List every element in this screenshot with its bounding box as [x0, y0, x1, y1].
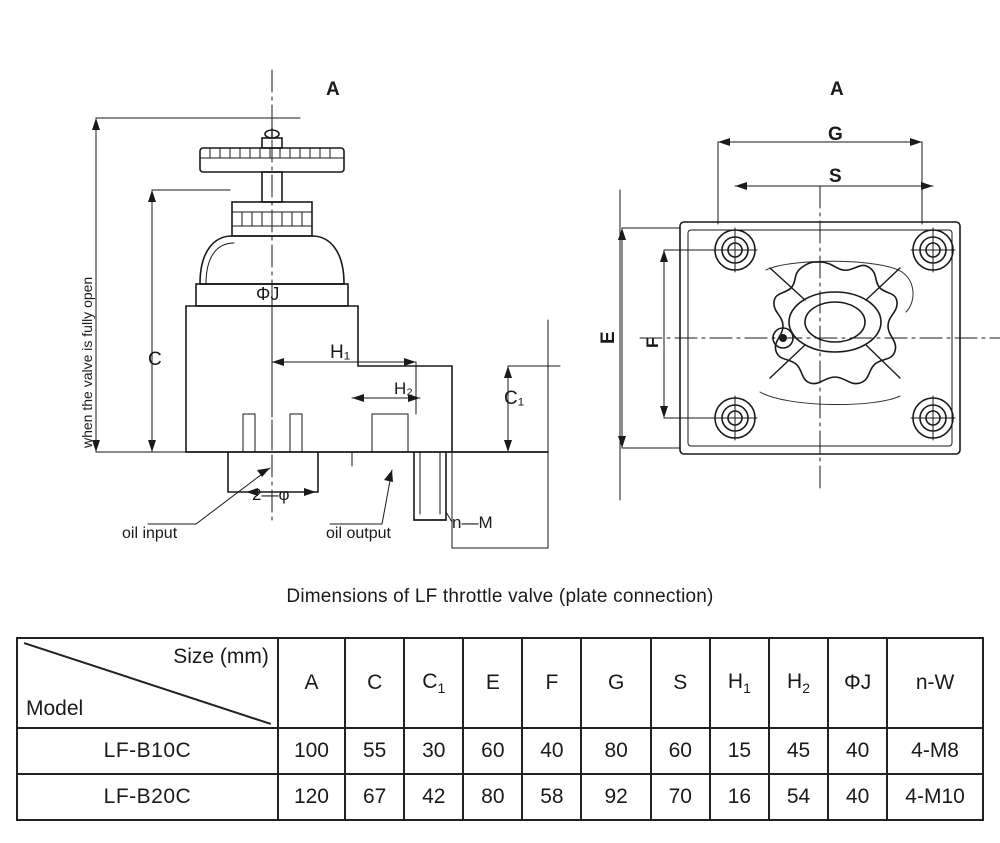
- col-header-a: [278, 638, 345, 728]
- model-name: LF-B10C: [17, 728, 278, 774]
- cell-value: 100: [278, 728, 345, 774]
- dim-e-label: E: [598, 331, 619, 344]
- table-header-row: [17, 638, 983, 728]
- cell-value: 45: [769, 728, 828, 774]
- dim-c1-label: C₁: [504, 388, 525, 409]
- cell-value: 120: [278, 774, 345, 820]
- col-header-phi-j: [828, 638, 887, 728]
- cell-value: 58: [522, 774, 581, 820]
- dim-2-phi-label: 2—φ: [252, 485, 290, 504]
- col-header-h2: [769, 638, 828, 728]
- col-label: H: [727, 669, 744, 693]
- dim-f-label: F: [643, 337, 662, 348]
- cell-value: 40: [522, 728, 581, 774]
- top-view-group: [618, 138, 1000, 500]
- dimensions-table-wrap: [16, 637, 984, 821]
- col-label: A: [304, 671, 319, 694]
- col-label: C: [422, 669, 438, 693]
- col-label: E: [485, 671, 500, 694]
- col-label: H: [787, 669, 803, 693]
- cell-value: 70: [651, 774, 710, 820]
- cell-value: 4-M10: [887, 774, 983, 820]
- cell-value: 55: [345, 728, 404, 774]
- cell-value: 60: [463, 728, 522, 774]
- cell-value: 40: [828, 728, 887, 774]
- col-label: F: [545, 671, 559, 694]
- table-row: [17, 728, 983, 774]
- model-header-label: Model: [26, 697, 84, 720]
- oil-input-label: oil input: [122, 525, 178, 542]
- dim-g-label: G: [828, 124, 843, 145]
- model-name: LF-B20C: [17, 774, 278, 820]
- col-label-sub: 1: [743, 680, 751, 697]
- cell-value: 67: [345, 774, 404, 820]
- col-label-sub: 2: [802, 680, 810, 697]
- col-label: S: [673, 671, 688, 694]
- col-label-sub: 1: [437, 680, 446, 697]
- cell-value: 42: [404, 774, 463, 820]
- col-header-g: [581, 638, 650, 728]
- cell-value: 54: [769, 774, 828, 820]
- col-header-c: [345, 638, 404, 728]
- dim-n-m-label: n—M: [452, 513, 493, 532]
- dim-phi-j-label: ΦJ: [256, 284, 280, 304]
- front-view-section-label: A: [326, 79, 340, 100]
- col-header-n-w: [887, 638, 983, 728]
- table-corner-header: [17, 638, 278, 728]
- figure-caption: Dimensions of LF throttle valve (plate connection): [286, 586, 714, 607]
- dim-h2-label: H₂: [394, 379, 413, 398]
- cell-value: 60: [651, 728, 710, 774]
- cell-value: 92: [581, 774, 650, 820]
- col-header-e: [463, 638, 522, 728]
- col-header-c1: [404, 638, 463, 728]
- cell-value: 80: [463, 774, 522, 820]
- front-view-group: [92, 70, 560, 548]
- cell-value: 80: [581, 728, 650, 774]
- dim-s-label: S: [829, 166, 842, 187]
- col-label: n-W: [915, 671, 955, 694]
- oil-output-label: oil output: [326, 525, 391, 542]
- col-header-s: [651, 638, 710, 728]
- col-label: ΦJ: [843, 671, 872, 694]
- size-header-label: Size (mm): [173, 645, 269, 668]
- dim-h1-label: H₁: [330, 342, 351, 363]
- dim-c-label: C: [148, 349, 162, 370]
- cell-value: 16: [710, 774, 769, 820]
- cell-value: 40: [828, 774, 887, 820]
- col-label: G: [607, 671, 625, 694]
- col-header-h1: [710, 638, 769, 728]
- cell-value: 15: [710, 728, 769, 774]
- table-row: [17, 774, 983, 820]
- top-view-section-label: A: [830, 79, 844, 100]
- cell-value: 4-M8: [887, 728, 983, 774]
- fully-open-note: when the valve is fully open: [79, 276, 95, 448]
- dimensions-table: [16, 637, 984, 821]
- col-header-f: [522, 638, 581, 728]
- col-label: C: [367, 671, 383, 694]
- cell-value: 30: [404, 728, 463, 774]
